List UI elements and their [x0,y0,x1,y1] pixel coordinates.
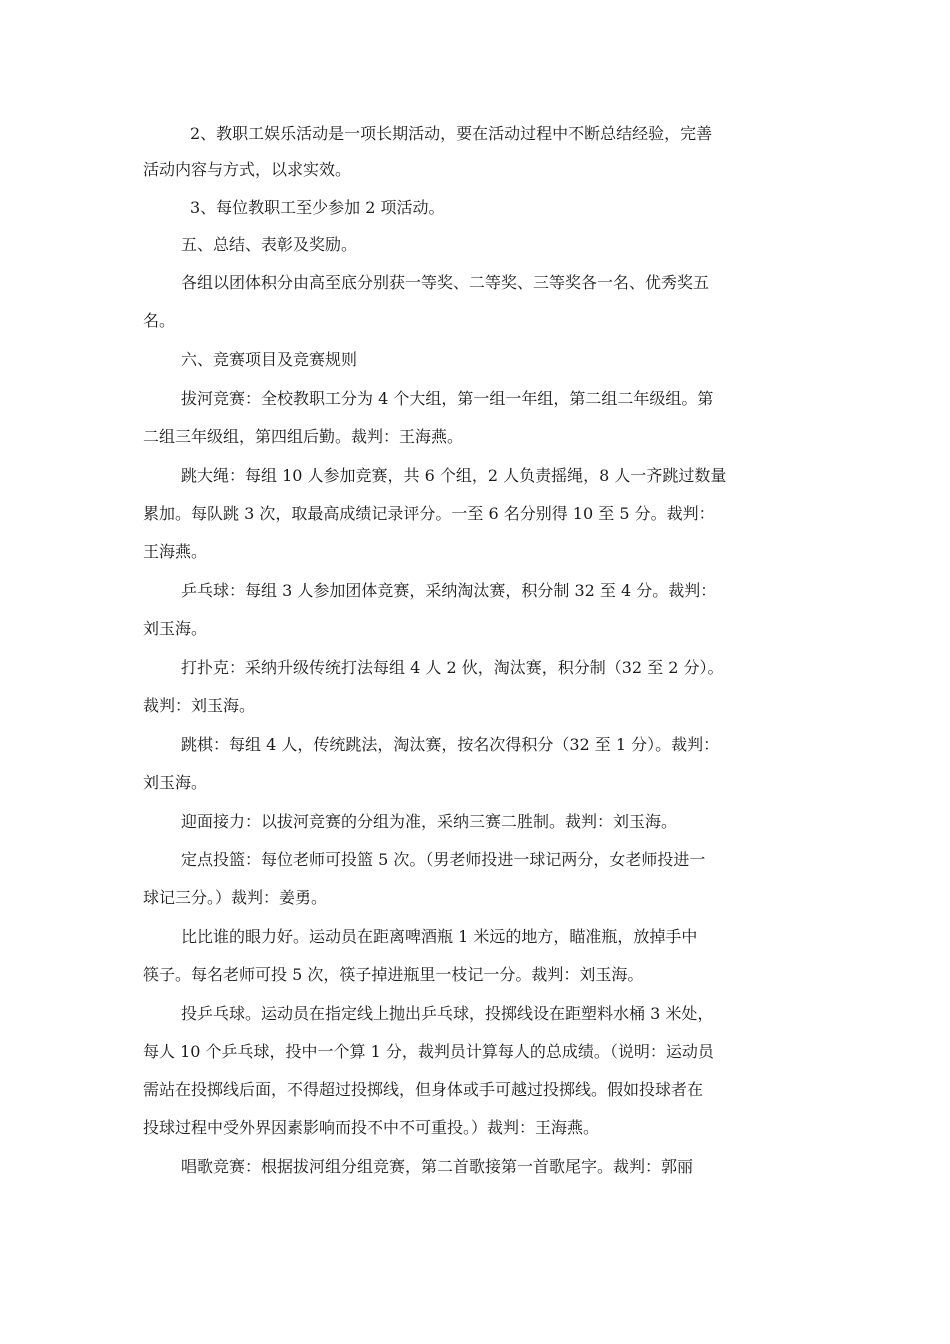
text-line: 2、教职工娱乐活动是一项长期活动，要在活动过程中不断总结经验，完善 [190,124,713,143]
text-line: 刘玉海。 [143,773,208,792]
text-line: 筷子。每名老师可投 5 次，筷子掉进瓶里一枝记一分。裁判：刘玉海。 [143,965,644,984]
text-line: 唱歌竞赛：根据拔河组分组竞赛，第二首歌接第一首歌尾字。裁判：郭丽 [181,1157,694,1176]
text-line: 裁判：刘玉海。 [143,696,256,715]
text-line: 活动内容与方式，以求实效。 [143,160,352,179]
text-line: 需站在投掷线后面，不得超过投掷线，但身体或手可越过投掷线。假如投球者在 [143,1080,704,1099]
text-line: 迎面接力：以拔河竞赛的分组为准，采纳三赛二胜制。裁判：刘玉海。 [181,812,678,831]
text-line: 投球过程中受外界因素影响而投不中不可重投。）裁判：王海燕。 [143,1118,600,1137]
text-line: 跳大绳：每组 10 人参加竞赛，共 6 个组，2 人负责摇绳，8 人一齐跳过数量 [181,466,727,485]
text-line: 二组三年级组，第四组后勤。裁判：王海燕。 [143,427,464,446]
text-line: 打扑克：采纳升级传统打法每组 4 人 2 伙，淘汰赛，积分制（32 至 2 分）。 [181,658,724,677]
text-line: 球记三分。）裁判：姜勇。 [143,888,328,907]
text-line: 累加。每队跳 3 次，取最高成绩记录评分。一至 6 名分别得 10 至 5 分。裁判： [143,504,715,523]
text-line: 名。 [143,311,176,330]
text-line: 投乒乓球。运动员在指定线上抛出乒乓球，投掷线设在距塑料水桶 3 米处， [181,1004,714,1023]
text-line: 3、每位教职工至少参加 2 项活动。 [190,198,445,217]
text-line: 定点投篮：每位老师可投篮 5 次。（男老师投进一球记两分，女老师投进一 [181,850,706,869]
text-line: 刘玉海。 [143,619,208,638]
text-line: 各组以团体积分由高至底分别获一等奖、二等奖、三等奖各一名、优秀奖五 [181,273,710,292]
section-heading: 五、总结、表彰及奖励。 [181,235,358,254]
text-line: 跳棋：每组 4 人，传统跳法，淘汰赛，按名次得积分（32 至 1 分）。裁判： [181,735,720,754]
text-line: 比比谁的眼力好。运动员在距离啤酒瓶 1 米远的地方，瞄准瓶，放掉手中 [181,927,698,946]
text-line: 王海燕。 [143,542,208,561]
section-heading: 六、竞赛项目及竞赛规则 [181,350,358,369]
text-line: 拔河竞赛：全校教职工分为 4 个大组，第一组一年组，第二组二年级组。第 [181,389,714,408]
text-line: 乒乓球：每组 3 人参加团体竞赛，采纳淘汰赛，积分制 32 至 4 分。裁判： [181,581,717,600]
text-line: 每人 10 个乒乓球，投中一个算 1 分，裁判员计算每人的总成绩。（说明：运动员 [143,1042,714,1061]
